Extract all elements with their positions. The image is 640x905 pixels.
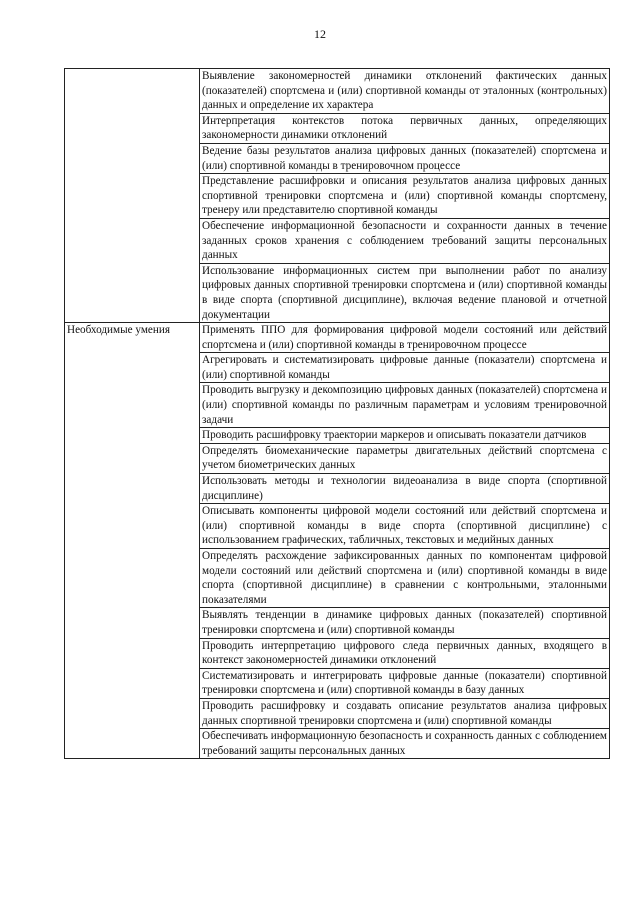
table-cell: Представление расшифровки и описания результатов анализа цифровых данных спортивной тренировки спортсмена и (или) спортивной команды спортсмену, тренеру или представителю спортивной команды bbox=[200, 174, 610, 219]
table-cell: Интерпретация контекстов потока первичных данных, определяющих закономерности динамики отклонений bbox=[200, 113, 610, 143]
table-cell: Систематизировать и интегрировать цифровые данные (показатели) спортивной тренировки спортсмена и (или) спортивной команды в базу данных bbox=[200, 668, 610, 698]
table-row bbox=[65, 69, 610, 114]
table-cell: Обеспечение информационной безопасности и сохранности данных в течение заданных сроков хранения с соблюдением требований защиты персональных данных bbox=[200, 218, 610, 263]
table-cell: Применять ППО для формирования цифровой модели состояний или действий спортсмена и (или) спортивной команды в тренировочном процессе bbox=[200, 323, 610, 353]
table-cell: Проводить расшифровку траектории маркеров и описывать показатели датчиков bbox=[200, 428, 610, 444]
table-cell: Использовать методы и технологии видеоанализа в виде спорта (спортивной дисциплине) bbox=[200, 474, 610, 504]
requirements-table bbox=[64, 68, 610, 759]
table-cell: Использование информационных систем при выполнении работ по анализу цифровых данных спортивной тренировки спортсмена и (или) спортивной команды в виде спорта (спортивной дисциплине), включая ведение плановой и отчетной документации bbox=[200, 263, 610, 322]
table-row bbox=[65, 323, 610, 353]
table-cell: Проводить расшифровку и создавать описание результатов анализа цифровых данных спортивной тренировки спортсмена и (или) спортивной команды bbox=[200, 698, 610, 728]
section-label: Необходимые умения bbox=[65, 323, 200, 759]
page-number: 12 bbox=[314, 27, 326, 41]
table-cell: Агрегировать и систематизировать цифровые данные (показатели) спортсмена и (или) спортивной команды bbox=[200, 353, 610, 383]
table-cell: Выявлять тенденции в динамике цифровых данных (показателей) спортивной тренировки спортсмена и (или) спортивной команды bbox=[200, 608, 610, 638]
table-cell: Проводить интерпретацию цифрового следа первичных данных, входящего в контекст закономерностей динамики отклонений bbox=[200, 638, 610, 668]
section-label bbox=[65, 69, 200, 323]
table-cell: Обеспечивать информационную безопасность и сохранность данных с соблюдением требований защиты персональных данных bbox=[200, 729, 610, 759]
table-cell: Проводить выгрузку и декомпозицию цифровых данных (показателей) спортсмена и (или) спортивной команды по различным параметрам и условиям тренировочной задачи bbox=[200, 383, 610, 428]
table-cell: Определять расхождение зафиксированных данных по компонентам цифровой модели состояний или действий спортсмена и (или) спортивной команды в виде спорта (спортивной дисциплине) в сравнении с контрольными, эталонными показателями bbox=[200, 549, 610, 608]
table-cell: Ведение базы результатов анализа цифровых данных (показателей) спортсмена и (или) спортивной команды в тренировочном процессе bbox=[200, 143, 610, 173]
table-cell: Выявление закономерностей динамики отклонений фактических данных (показателей) спортсмена и (или) спортивной команды от эталонных (контрольных) данных и определение их характера bbox=[200, 69, 610, 114]
table-cell: Описывать компоненты цифровой модели состояний или действий спортсмена и (или) спортивной команды в виде спорта (спортивной дисциплине) с использованием графических, табличных, текстовых и медийных данных bbox=[200, 504, 610, 549]
table-cell: Определять биомеханические параметры двигательных действий спортсмена с учетом биометрических данных bbox=[200, 443, 610, 473]
